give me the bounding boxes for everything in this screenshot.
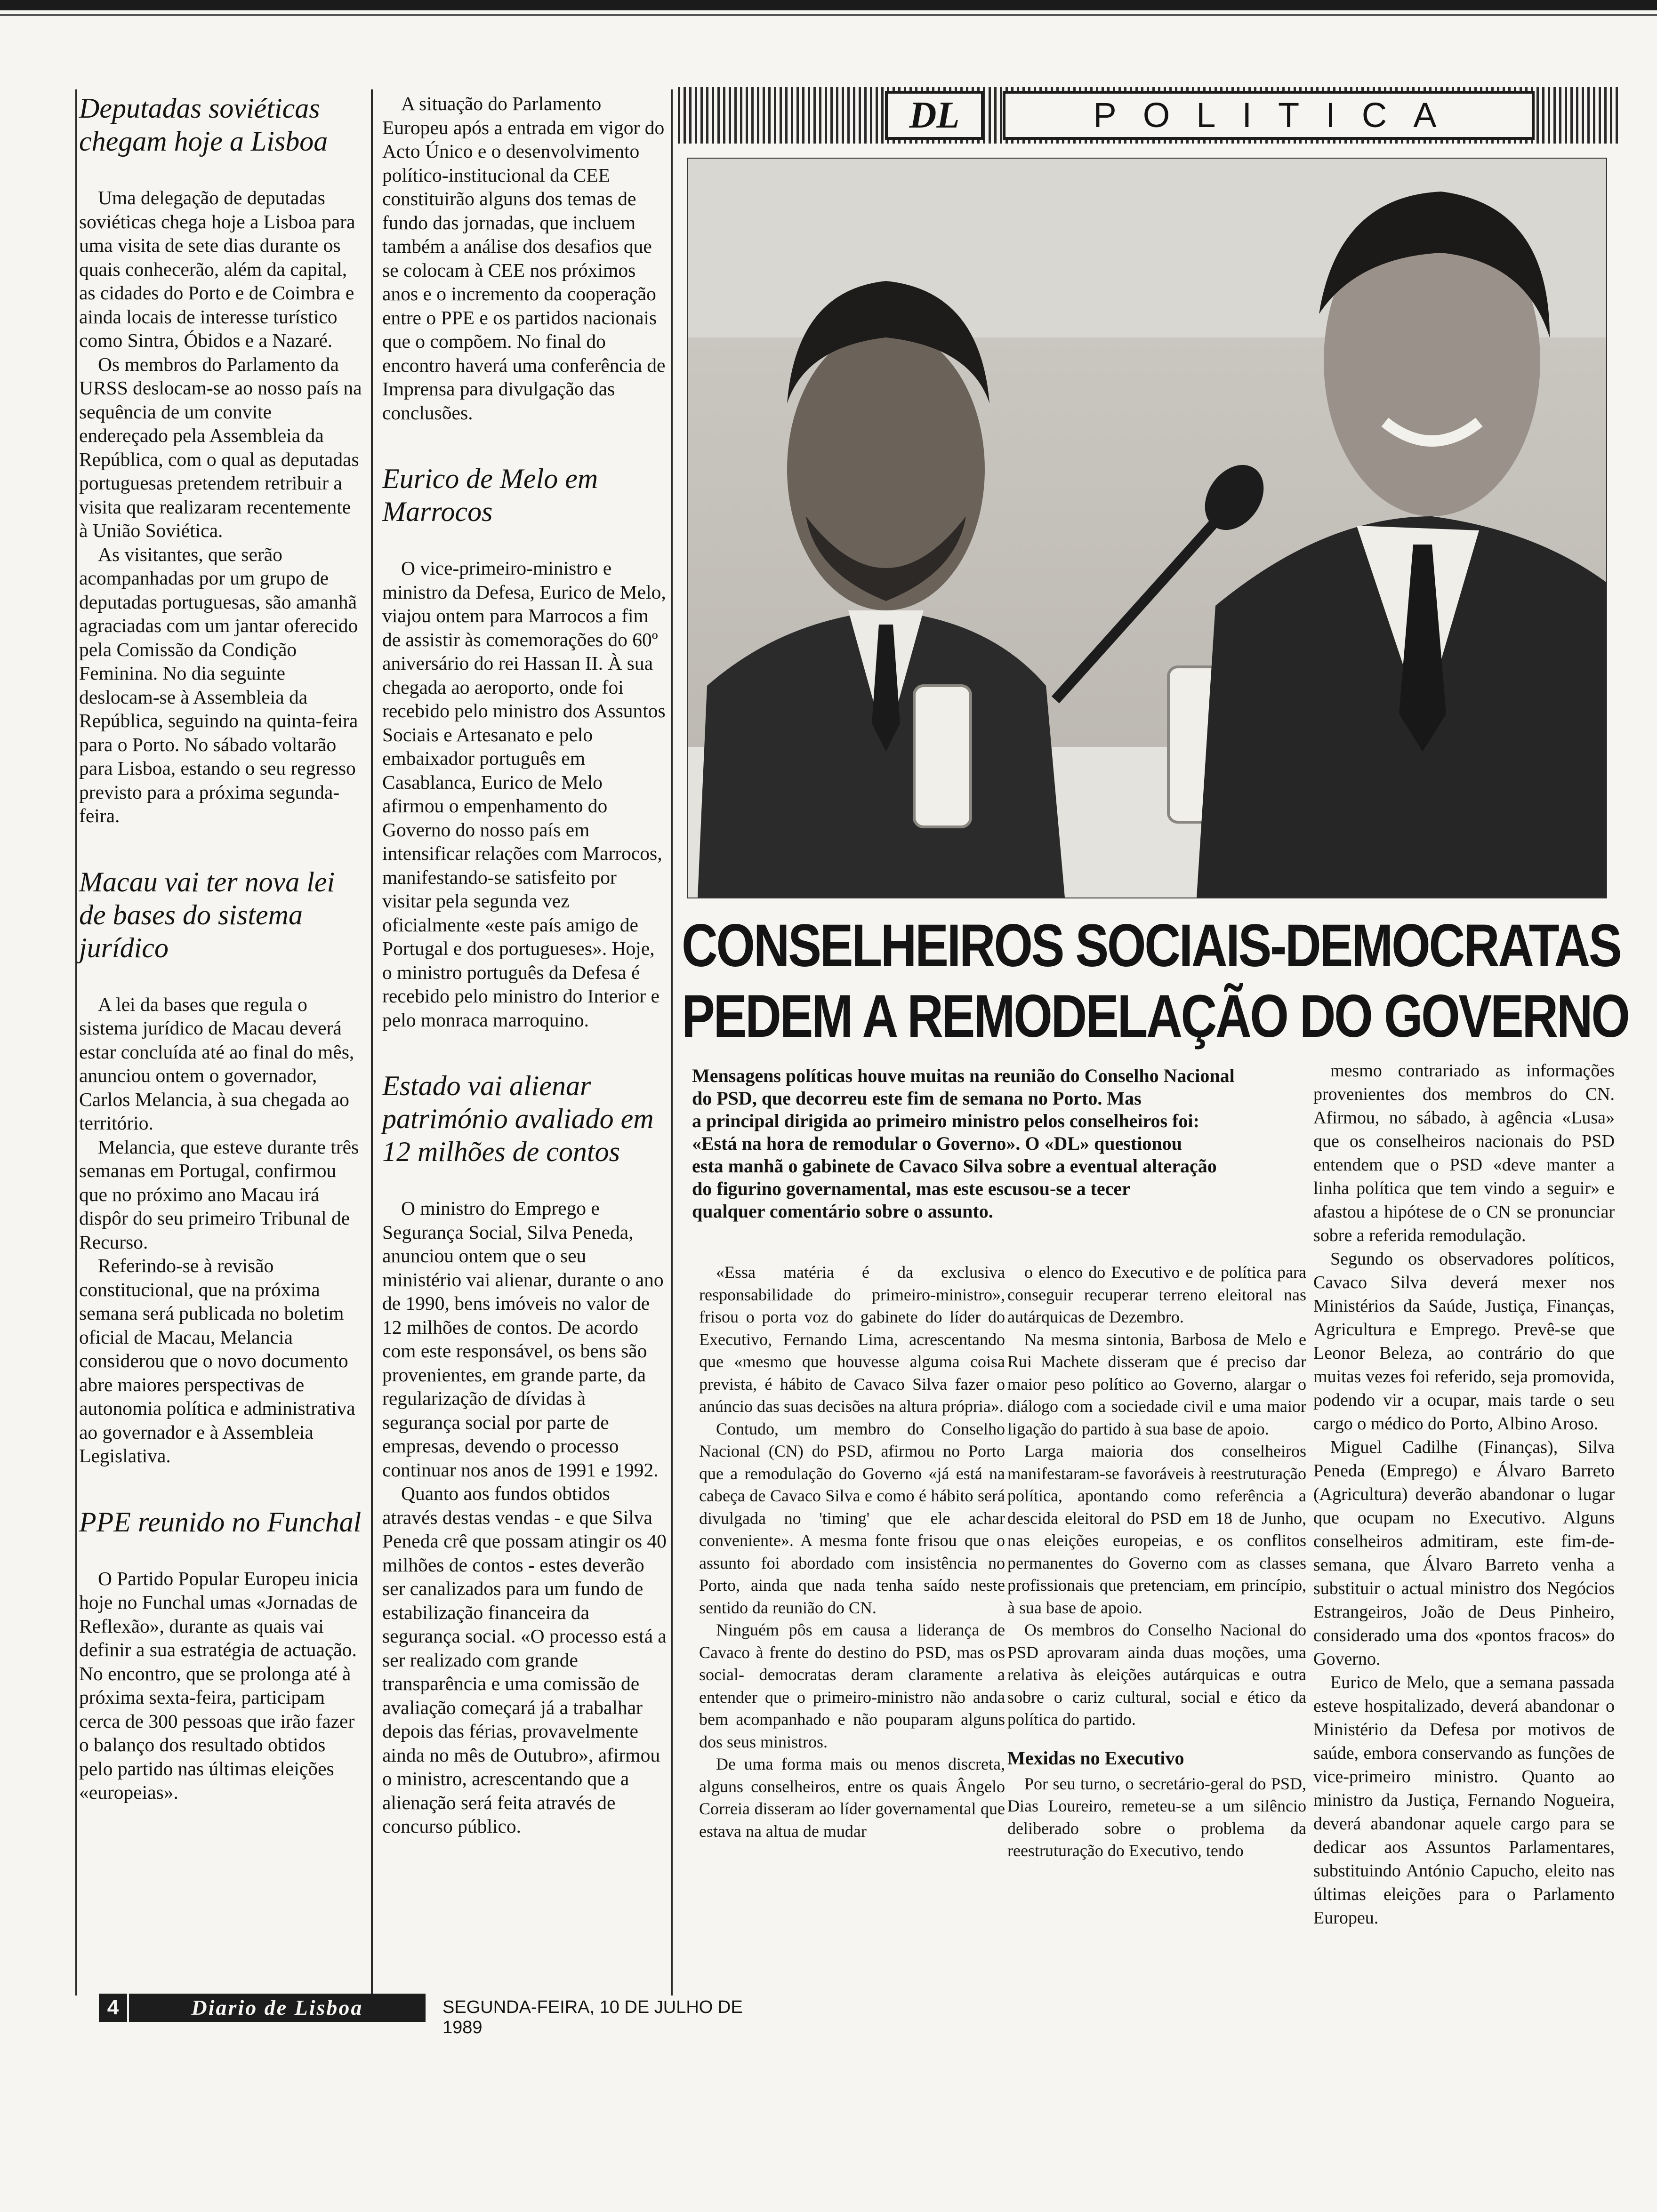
standfirst-line: a principal dirigida ao primeiro ministro pelos conselheiros foi: <box>692 1110 1199 1131</box>
briefs-column-1 <box>79 92 364 1842</box>
standfirst-line: do PSD, que decorreu este fim de semana no Porto. Mas <box>692 1088 1142 1109</box>
brief-paragraph: Uma delegação de deputadas soviéticas chega hoje a Lisboa para uma visita de sete dias durante os quais conhecerão, além da capital, as cidades do Porto e de Coimbra e ainda locais de interesse turístico como Sintra, Óbidos e a Nazaré. <box>79 187 355 351</box>
brief-paragraph: Referindo-se à revisão constitucional, que na próxima semana será publicada no boletim oficial de Macau, Melancia considerou que o novo documento abre maiores perspectivas de autonomia política e administrativa ao governador e à Assembleia Legislativa. <box>79 1255 355 1467</box>
article-paragraph: o elenco do Executivo e de política para conseguir recuperar terreno eleitoral nas autárquicas de Dezembro. <box>1007 1263 1306 1326</box>
column-rule-1 <box>75 89 77 1996</box>
top-border-thin <box>0 14 1657 16</box>
section-label: POLITICA <box>1003 91 1535 140</box>
standfirst-line: esta manhã o gabinete de Cavaco Silva sobre a eventual alteração <box>692 1155 1217 1177</box>
article-paragraph: Ninguém pôs em causa a liderança de Cavaco à frente do destino do PSD, mas os social- democratas deram claramente a entender que o primeiro-ministro não anda bem acompanhado e não pouparam alguns dos seus ministros. <box>699 1620 1005 1751</box>
article-paragraph: Por seu turno, o secretário-geral do PSD, Dias Loureiro, remeteu-se a um silêncio deliberado sobre o problema da reestruturação do Executivo, tendo <box>1007 1774 1306 1860</box>
news-photo <box>687 158 1607 898</box>
brief <box>382 92 667 425</box>
article-column-3 <box>1313 1059 1615 1930</box>
article-paragraph: «Essa matéria é da exclusiva responsabilidade do primeiro-ministro», frisou o porta voz do gabinete do líder do Executivo, Fernando Lima, acrescentando que «mesmo que houvesse alguma coisa prevista, é hábito de Cavaco Silva fazer o anúncio das suas decisões na altura própria». <box>699 1263 1005 1416</box>
article-column-2 <box>1007 1261 1306 1862</box>
headline-line-1: CONSELHEIROS SOCIAIS-DEMOCRATAS <box>682 912 1621 979</box>
standfirst-line: qualquer comentário sobre o assunto. <box>692 1201 993 1222</box>
article-paragraph: Larga maioria dos conselheiros manifestaram-se favoráveis à reestruturação política, apontando como referência a descida eleitoral do PSD em 18 de Junho, nas eleições europeias, e os conflitos permanentes do Governo com as classes profissionais que pretenciam, em princípio, à sua base de apoio. <box>1007 1442 1306 1617</box>
brief-title: Eurico de Melo em Marrocos <box>382 463 598 527</box>
article-column-1 <box>699 1261 1005 1843</box>
brief-paragraph: A lei da bases que regula o sistema jurídico de Macau deverá estar concluída até ao final do mês, anunciou ontem o governador, Carlos Melancia, à sua chegada ao território. <box>79 993 354 1134</box>
page-footer <box>99 1994 758 2037</box>
brief <box>382 462 667 1032</box>
brief-paragraph: Quanto aos fundos obtidos através destas vendas - e que Silva Peneda crê que possam atingir os 40 milhões de contos - estes deverão ser canalizados para um fundo de estabilização financeira da segurança social. «O processo está a ser realizado com grande transparência e uma comissão de avaliação começará já a trabalhar depois das férias, provavelmente ainda no mês de Outubro», afirmou o ministro, acrescentando que a alienação será feita através de concurso público. <box>382 1483 667 1837</box>
article-paragraph: mesmo contrariado as informações provenientes dos membros do CN. Afirmou, no sábado, à agência «Lusa» que os conselheiros nacionais do PSD entendem que o PSD «deve manter a linha política que tem vindo a seguir» e afastou a hipótese de o CN se pronunciar sobre a referida remodulação. <box>1313 1061 1615 1245</box>
standfirst-line: Mensagens políticas houve muitas na reunião do Conselho Nacional <box>692 1065 1235 1086</box>
brief-paragraph: As visitantes, que serão acompanhadas por um grupo de deputadas portuguesas, são amanhã agraciadas com um jantar oferecido pela Comissão da Condição Feminina. No dia seguinte deslocam-se à Assembleia da República, seguindo na quinta-feira para o Porto. No sábado voltarão para Lisboa, estando o seu regresso previsto para a próxima segunda-feira. <box>79 543 358 826</box>
brief-paragraph: O ministro do Emprego e Segurança Social, Silva Peneda, anunciou ontem que o seu ministério vai alienar, durante o ano de 1990, bens imóveis no valor de 12 milhões de contos. De acordo com este responsável, os bens são provenientes, em grande parte, da regularização de dívidas à segurança social por parte de empresas, devendo o processo continuar nos anos de 1991 e 1992. <box>382 1197 664 1481</box>
standfirst-line: do figurino governamental, mas este escusou-se a tecer <box>692 1178 1130 1199</box>
article-paragraph: De uma forma mais ou menos discreta, alguns conselheiros, entre os quais Ângelo Correia disseram ao líder governamental que estava na altua de mudar <box>699 1755 1005 1841</box>
photo-illustration <box>688 159 1606 898</box>
brief-paragraph: O vice-primeiro-ministro e ministro da Defesa, Eurico de Melo, viajou ontem para Marrocos a fim de assistir às comemorações do 60º aniversário do rei Hassan II. À sua chegada ao aeroporto, onde foi recebido pelo ministro dos Assuntos Sociais e Artesanato e pelo embaixador português em Casablanca, Eurico de Melo afirmou o empenhamento do Governo do nosso país em intensificar relações com Marrocos, manifestando-se satisfeito por visitar pela segunda vez oficialmente «este país amigo de Portugal e dos portugueses». Hoje, o ministro português da Defesa é recebido pelo ministro do Interior e pelo monraca marroquino. <box>382 557 666 1031</box>
article-paragraph: Miguel Cadilhe (Finanças), Silva Peneda (Emprego) e Álvaro Barreto (Agricultura) deverão abandonar o lugar que ocupam no Executivo. Alguns conselheiros admitiram, este fim-de-semana, que Álvaro Barreto venha a substituir o actual ministro dos Negócios Estrangeiros, João de Deus Pinheiro, considerado uma dos «pontos fracos» do Governo. <box>1313 1437 1615 1669</box>
section-banner <box>678 87 1619 144</box>
brief-title: PPE reunido no Funchal <box>79 1506 362 1538</box>
brief-paragraph: Os membros do Parlamento da URSS deslocam-se ao nosso país na sequência de um convite endereçado pela Assembleia da República, com o qual as deputadas portuguesas pretendem retribuir a visita que realizaram recentemente à União Soviética. <box>79 353 362 541</box>
brief-title: Deputadas soviéticas chegam hoje a Lisboa <box>79 93 328 157</box>
article-paragraph: Os membros do Conselho Nacional do PSD aprovaram ainda duas moções, uma relativa às eleições autárquicas e outra sobre o cariz cultural, social e ético da política do partido. <box>1007 1620 1306 1729</box>
masthead: Diario de Lisboa <box>129 1994 426 2022</box>
article-paragraph: Contudo, um membro do Conselho Nacional (CN) do PSD, afirmou no Porto que a remodulação do Governo «já está na cabeça de Cavaco Silva e como é hábito será divulgada no 'timing' que ele achar conveniente». A mesma fonte frisou que o assunto foi abordado com insistência no Porto, ainda que nada tenha saído neste sentido da reunião do CN. <box>699 1419 1005 1617</box>
dateline: SEGUNDA-FEIRA, 10 DE JULHO DE 1989 <box>442 1997 743 2037</box>
article-paragraph: Segundo os observadores políticos, Cavaco Silva deverá mexer nos Ministérios da Saúde, Justiça, Finanças, Agricultura e Emprego. Prevê-se que Leonor Beleza, ao contrário do que muitas vezes foi referido, seja promovida, podendo vir a ocupar, mais tarde o seu cargo o médico do Porto, Albino Aroso. <box>1313 1249 1615 1434</box>
brief-title: Estado vai alienar património avaliado em 12 milhões de contos <box>382 1070 654 1167</box>
column-rule-3 <box>671 89 673 1996</box>
brief-paragraph: Melancia, que esteve durante três semanas em Portugal, confirmou que no próximo ano Macau irá dispôr do seu primeiro Tribunal de Recurso. <box>79 1136 359 1253</box>
article-paragraph: Eurico de Melo, que a semana passada esteve hospitalizado, deverá abandonar o Ministério da Defesa por motivos de saúde, embora conservando as funções de vice-primeiro ministro. Quanto ao ministro da Justiça, Fernando Nogueira, deverá abandonar aquele cargo para se dedicar aos Assuntos Parlamentares, substituindo António Capucho, eleito nas últimas eleições para o Parlamento Europeu. <box>1313 1673 1615 1928</box>
subhead: Mexidas no Executivo <box>1007 1747 1184 1769</box>
headline <box>682 911 1629 1052</box>
article-paragraph: Na mesma sintonia, Barbosa de Melo e Rui Machete disseram que é preciso dar maior peso político ao Governo, alargar o diálogo com a sociedade civil e uma maior ligação do partido à sua base de apoio. <box>1007 1330 1306 1438</box>
standfirst-line: «Está na hora de remodular o Governo». O «DL» questionou <box>692 1133 1182 1154</box>
brief-paragraph: O Partido Popular Europeu inicia hoje no Funchal umas «Jornadas de Reflexão», durante as quais vai definir a sua estratégia de actuação. No encontro, que se prolonga até à próxima sexta-feira, participam cerca de 300 pessoas que irão fazer o balanço dos resultado obtidos pelo partido nas últimas eleições «europeias». <box>79 1567 359 1803</box>
headline-line-2: PEDEM A REMODELAÇÃO DO GOVERNO <box>682 983 1629 1050</box>
brief <box>79 1506 364 1804</box>
page-number: 4 <box>99 1994 127 2022</box>
brief-paragraph: A situação do Parlamento Europeu após a entrada em vigor do Acto Único e o desenvolvimento político-institucional da CEE constituirão alguns dos temas de fundo das jornadas, que incluem também a análise dos desafios que se colocam à CEE nos próximos anos e o incremento da cooperação entre o PPE e os partidos nacionais que o compõem. No final do encontro haverá uma conferência de Imprensa para divulgação das conclusões. <box>382 93 666 424</box>
dl-logo: DL <box>885 91 984 140</box>
briefs-column-2 <box>382 92 667 1876</box>
brief <box>79 866 364 1468</box>
column-rule-2 <box>371 89 373 1996</box>
standfirst <box>692 1065 1304 1223</box>
top-border <box>0 0 1657 10</box>
brief <box>79 92 364 828</box>
brief-title: Macau vai ter nova lei de bases do sistema jurídico <box>79 866 335 963</box>
brief <box>382 1069 667 1838</box>
